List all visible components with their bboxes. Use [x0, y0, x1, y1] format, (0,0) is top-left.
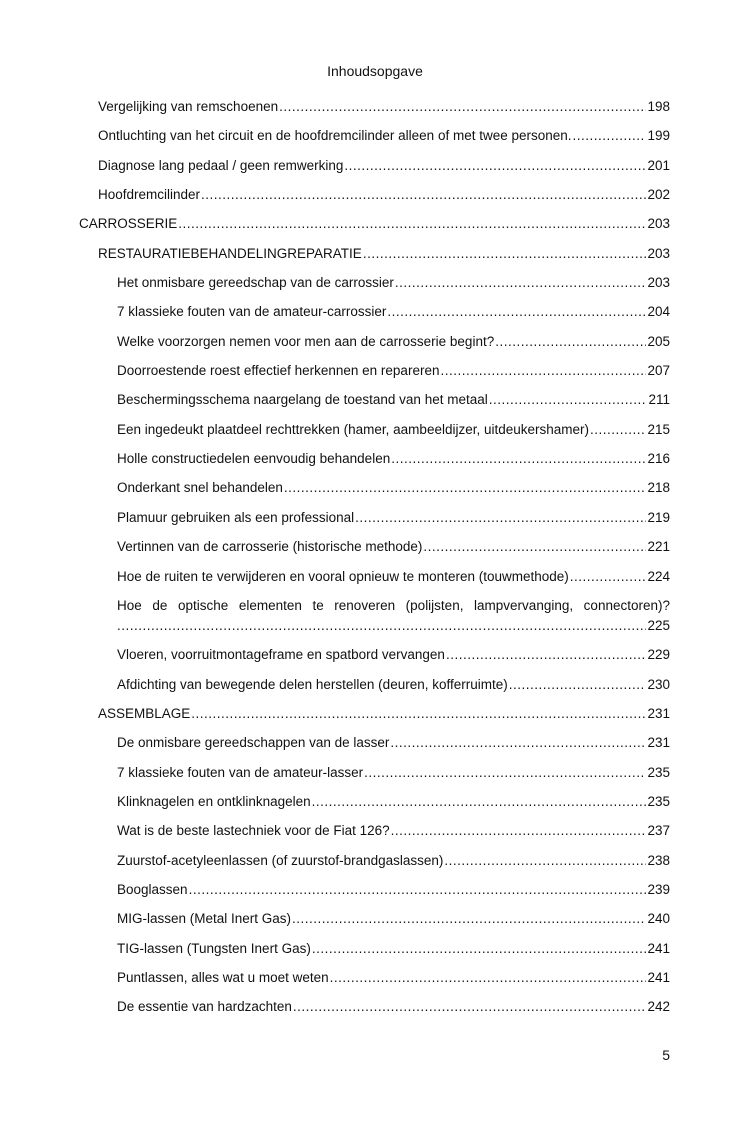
toc-entry[interactable] [117, 939, 670, 959]
toc-entry-page: 198 [647, 99, 670, 114]
toc-entry-title: CARROSSERIE [79, 216, 178, 232]
toc-entry-title: Hoofdremcilinder [98, 187, 201, 203]
toc-entry-page: 224 [647, 568, 670, 584]
toc-entry-page: 242 [647, 999, 670, 1015]
toc-entry[interactable] [117, 567, 670, 587]
toc-entry[interactable] [79, 214, 670, 234]
toc-leader-dots [292, 909, 646, 929]
toc-entry-page: 203 [647, 245, 670, 261]
toc-entry[interactable] [117, 792, 670, 812]
toc-entry-title: Klinknagelen en ontklinknagelen [117, 793, 311, 809]
toc-entry[interactable] [98, 126, 670, 146]
toc-entry-title: Onderkant snel behandelen [117, 480, 283, 496]
toc-leader-dots [312, 792, 647, 812]
toc-entry[interactable] [117, 390, 670, 410]
toc-entry[interactable] [117, 733, 670, 753]
toc-entry[interactable] [117, 997, 670, 1017]
toc-entry-page: 216 [647, 451, 670, 467]
toc-entry-page: 237 [647, 823, 670, 839]
toc-leader-dots [191, 704, 646, 724]
toc-entry-page: 205 [647, 333, 670, 349]
toc-entry[interactable] [117, 478, 670, 498]
toc-entry-title: Beschermingsschema naargelang de toestand van het metaal [117, 392, 488, 408]
toc-leader-dots [590, 420, 646, 440]
toc-entry-page: 204 [647, 304, 670, 320]
toc-entry-title: TIG-lassen (Tungsten Inert Gas) [117, 940, 311, 956]
toc-leader-dots [489, 390, 648, 410]
toc-entry-page: 238 [647, 852, 670, 868]
toc-leader-dots [344, 156, 646, 176]
toc-leader-dots [391, 449, 646, 469]
toc-entry-title: Doorroestende roest effectief herkennen en repareren [117, 363, 440, 379]
toc-leader-dots [284, 478, 647, 498]
toc-entry-page: 231 [647, 705, 670, 721]
toc-leader-dots [495, 332, 646, 352]
toc-entry-title: ASSEMBLAGE [98, 705, 191, 721]
toc-entry[interactable] [98, 244, 670, 264]
toc-entry[interactable] [117, 537, 670, 557]
toc-entry-title: Hoe de ruiten te verwijderen en vooral opnieuw te monteren (touwmethode) [117, 568, 569, 584]
toc-entry-page: 240 [647, 911, 670, 927]
toc-entry-page: 207 [647, 363, 670, 379]
page-number: 5 [662, 1047, 670, 1063]
toc-entry-title: 7 klassieke fouten van de amateur-lasser [117, 764, 364, 780]
toc-entry-title: Booglassen [117, 881, 188, 897]
toc-entry-title: Vertinnen van de carrosserie (historische methode) [117, 539, 423, 555]
toc-leader-dots [570, 567, 647, 587]
toc-leader-dots [509, 675, 647, 695]
toc-entry[interactable] [117, 361, 670, 381]
toc-leader-dots [312, 939, 647, 959]
toc-entry-page: 241 [647, 969, 670, 985]
toc-entry-title: Een ingedeukt plaatdeel rechttrekken (hamer, aambeeldijzer, uitdeukershamer) [117, 421, 590, 437]
toc-entry-page: 221 [647, 539, 670, 555]
toc-entry-title: Holle constructiedelen eenvoudig behandelen [117, 451, 391, 467]
toc-leader-dots [573, 126, 647, 146]
toc-leader-dots [387, 302, 646, 322]
toc-leader-dots [390, 733, 646, 753]
toc-entry-title: 7 klassieke fouten van de amateur-carrossier [117, 304, 387, 320]
toc-entry[interactable] [117, 449, 670, 469]
toc-leader-dots [446, 645, 647, 665]
toc-leader-dots [423, 537, 646, 557]
toc-entry[interactable] [117, 909, 670, 929]
toc-leader-dots [363, 244, 647, 264]
toc-entry-page: 225 [647, 617, 670, 633]
toc-entry[interactable] [117, 596, 670, 636]
toc-leader-dots [293, 997, 647, 1017]
toc-entry[interactable] [98, 704, 670, 724]
toc-leader-dots [395, 273, 647, 293]
toc-entry[interactable] [117, 763, 670, 783]
toc-entry-title: Vergelijking van remschoenen [98, 99, 279, 114]
toc-entry[interactable] [98, 156, 670, 176]
toc-entry-title: Plamuur gebruiken als een professional [117, 509, 355, 525]
toc-entry[interactable] [117, 851, 670, 871]
toc-entry-page: 239 [647, 881, 670, 897]
toc-entry-title: MIG-lassen (Metal Inert Gas) [117, 911, 292, 927]
toc-entry-title: Diagnose lang pedaal / geen remwerking [98, 157, 344, 173]
toc-entry[interactable] [98, 97, 670, 117]
toc-entry[interactable] [117, 302, 670, 322]
toc-entry-title: Wat is de beste lastechniek voor de Fiat 126? [117, 823, 390, 839]
toc-leader-dots [189, 880, 647, 900]
toc-leader-dots [364, 763, 646, 783]
toc-leader-dots [391, 821, 647, 841]
toc-entry[interactable] [117, 332, 670, 352]
table-of-contents [0, 97, 750, 1027]
toc-leader-dots [440, 361, 646, 381]
toc-entry[interactable] [117, 420, 670, 440]
toc-entry-title: De essentie van hardzachten [117, 999, 292, 1015]
toc-entry-title: Het onmisbare gereedschap van de carrossier [117, 275, 394, 291]
toc-entry-title: Zuurstof-acetyleenlassen (of zuurstof-brandgaslassen) [117, 852, 444, 868]
toc-entry-page: 203 [647, 275, 670, 291]
toc-leader-dots [117, 616, 646, 636]
toc-entry-title: RESTAURATIEBEHANDELINGREPARATIE [98, 245, 362, 261]
toc-entry-title: Puntlassen, alles wat u moet weten [117, 969, 329, 985]
toc-entry-title: Vloeren, voorruitmontageframe en spatbord vervangen [117, 647, 445, 663]
toc-entry-title: De onmisbare gereedschappen van de lasser [117, 735, 390, 751]
toc-entry[interactable] [117, 968, 670, 988]
toc-entry-title: Hoe de optische elementen te renoveren (polijsten, lampvervanging, connectoren)? [117, 597, 670, 613]
toc-entry-title: Welke voorzorgen nemen voor men aan de carrosserie begint? [117, 333, 495, 349]
toc-entry-page: 218 [647, 480, 670, 496]
toc-entry-page: 235 [647, 764, 670, 780]
toc-entry-page: 229 [647, 647, 670, 663]
toc-entry-page: 199 [647, 128, 670, 144]
toc-entry-page: 219 [647, 509, 670, 525]
toc-leader-dots [201, 185, 646, 205]
toc-entry[interactable] [117, 821, 670, 841]
page-header-title: Inhoudsopgave [327, 63, 423, 79]
toc-entry-page: 230 [647, 676, 670, 692]
toc-entry-page: 202 [647, 187, 670, 203]
toc-entry[interactable] [117, 508, 670, 528]
toc-leader-dots [178, 214, 646, 234]
toc-leader-dots [355, 508, 646, 528]
toc-entry[interactable] [117, 880, 670, 900]
toc-entry-page: 211 [648, 392, 670, 408]
toc-leader-dots [330, 968, 647, 988]
toc-entry-page: 215 [647, 421, 670, 437]
toc-entry[interactable] [117, 273, 670, 293]
toc-entry[interactable] [117, 645, 670, 665]
toc-entry[interactable] [98, 185, 670, 205]
toc-leader-dots [444, 851, 646, 871]
toc-entry[interactable] [117, 675, 670, 695]
toc-entry-title: Afdichting van bewegende delen herstellen (deuren, kofferruimte) [117, 676, 508, 692]
toc-leader-dots [279, 97, 646, 117]
toc-entry-page: 203 [647, 216, 670, 232]
toc-entry-page: 235 [647, 793, 670, 809]
toc-entry-page: 231 [647, 735, 670, 751]
toc-entry-title: Ontluchting van het circuit en de hoofdremcilinder alleen of met twee personen. [98, 128, 572, 144]
toc-entry-page: 241 [647, 940, 670, 956]
toc-entry-page: 201 [647, 157, 670, 173]
